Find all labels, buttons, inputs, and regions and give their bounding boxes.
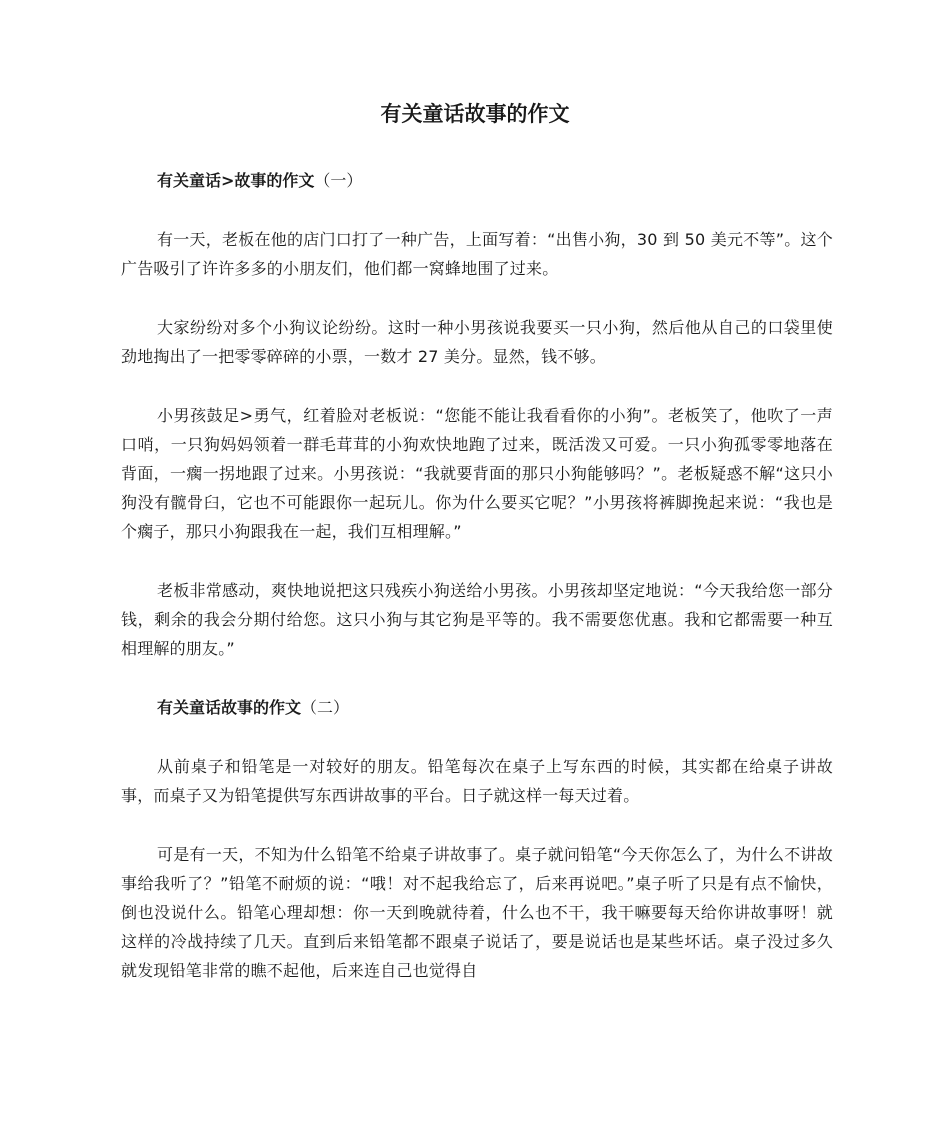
section-heading-1-main: 有关童话>故事的作文 (157, 171, 315, 190)
paragraph: 从前桌子和铅笔是一对较好的朋友。铅笔每次在桌子上写东西的时候，其实都在给桌子讲故事，而桌子又为铅笔提供写东西讲故事的平台。日子就这样一每天过着。 (121, 757, 833, 805)
paragraph: 大家纷纷对多个小狗议论纷纷。这时一种小男孩说我要买一只小狗，然后他从自己的口袋里使劲地掏出了一把零零碎碎的小票，一数才 27 美分。显然，钱不够。 (121, 318, 833, 366)
section-heading-1-suffix: （一） (314, 171, 363, 190)
document-title: 有关童话故事的作文 (380, 102, 570, 126)
section-heading-2-main: 有关童话故事的作文 (157, 698, 302, 717)
document-body (121, 166, 833, 1015)
paragraph: 小男孩鼓足>勇气，红着脸对老板说：“您能不能让我看看你的小狗”。老板笑了，他吹了一声口哨，一只狗妈妈领着一群毛茸茸的小狗欢快地跑了过来，既活泼又可爱。一只小狗孤零零地落在背面，一瘸一拐地跟了过来。小男孩说：“我就要背面的那只小狗能够吗？”。老板疑惑不解“这只小狗没有髋骨臼，它也不可能跟你一起玩儿。你为什么要买它呢？”小男孩将裤脚挽起来说：“我也是个瘸子，那只小狗跟我在一起，我们互相理解。” (121, 406, 833, 541)
paragraph: 老板非常感动，爽快地说把这只残疾小狗送给小男孩。小男孩却坚定地说：“今天我给您一部分钱，剩余的我会分期付给您。这只小狗与其它狗是平等的。我不需要您优惠。我和它都需要一种互相理解的朋友。” (121, 581, 833, 658)
section-heading-2 (121, 693, 833, 722)
section-heading-2-suffix: （二） (301, 698, 350, 717)
paragraph: 可是有一天，不知为什么铅笔不给桌子讲故事了。桌子就问铅笔“今天你怎么了，为什么不讲故事给我听了？”铅笔不耐烦的说：“哦！对不起我给忘了，后来再说吧。”桌子听了只是有点不愉快，倒也没说什么。铅笔心理却想：你一天到晚就待着，什么也不干，我干嘛要每天给你讲故事呀！就这样的冷战持续了几天。直到后来铅笔都不跟桌子说话了，要是说话也是某些坏话。桌子没过多久就发现铅笔非常的瞧不起他，后来连自己也觉得自 (121, 845, 833, 980)
paragraph: 有一天，老板在他的店门口打了一种广告，上面写着：“出售小狗，30 到 50 美元不等”。这个广告吸引了许许多多的小朋友们，他们都一窝蜂地围了过来。 (121, 230, 833, 278)
section-heading-1 (121, 166, 833, 195)
